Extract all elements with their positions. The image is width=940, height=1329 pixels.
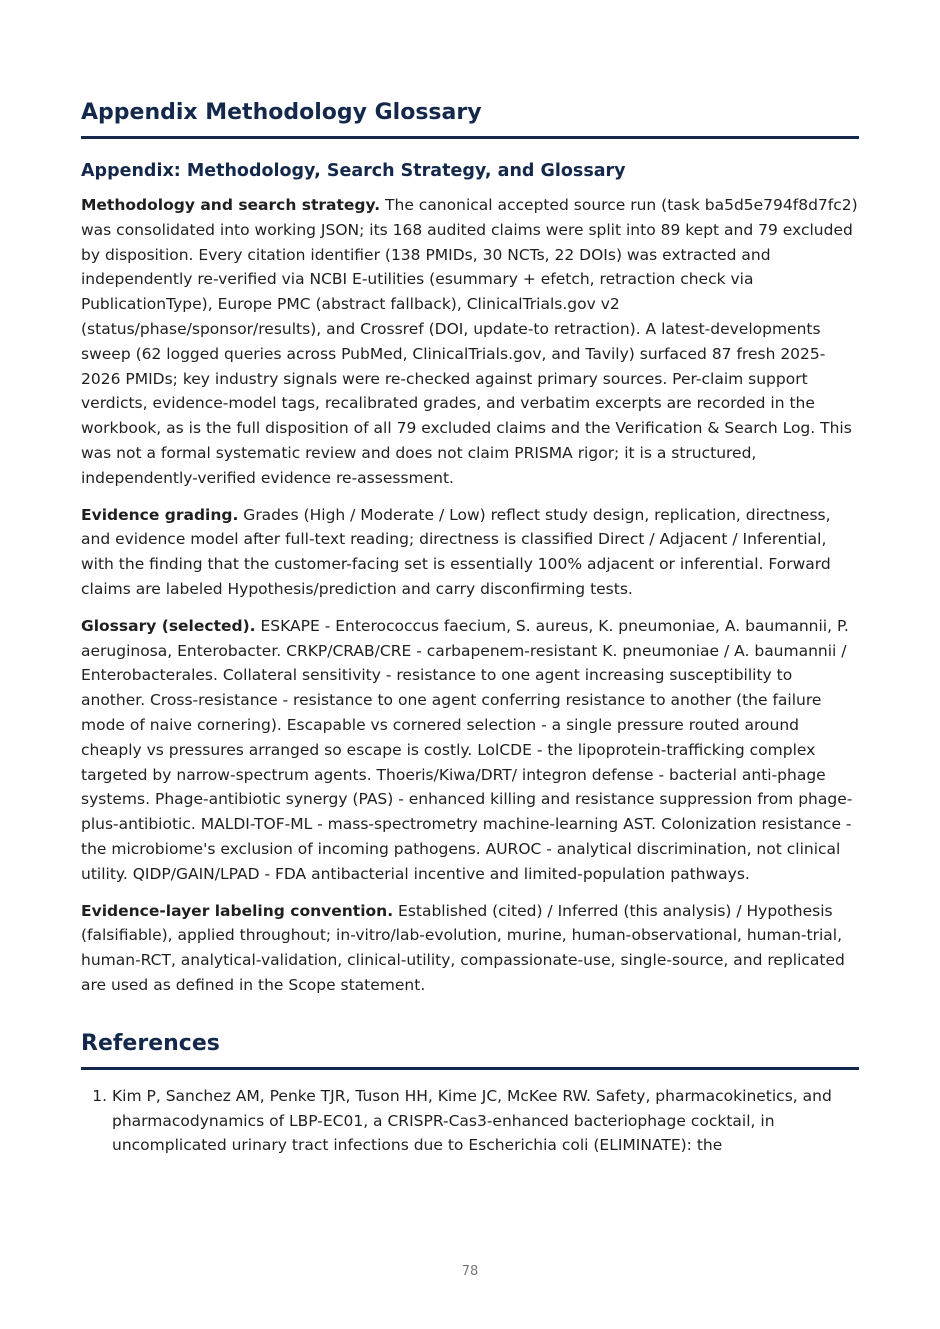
references-title: References [81, 1029, 859, 1070]
reference-list [81, 1084, 859, 1158]
paragraph-body: The canonical accepted source run (task ba5d5e794f8d7fc2) was consolidated into working JSON; its 168 audited claims were split into 89 kept and 79 excluded by disposition. Every citation identifier (138 PMIDs, 30 NCTs, 22 DOIs) was extracted and independently re-verified via NCBI E-utilities (esummary + efetch, retraction check via PublicationType), Europe PMC (abstract fallback), ClinicalTrials.gov v2 (status/phase/sponsor/results), and Crossref (DOI, update-to retraction). A latest-developments sweep (62 logged queries across PubMed, ClinicalTrials.gov, and Tavily) surfaced 87 fresh 2025-2026 PMIDs; key industry signals were re-checked against primary sources. Per-claim support verdicts, evidence-model tags, recalibrated grades, and verbatim excerpts are recorded in the workbook, as is the full disposition of all 79 excluded claims and the Verification & Search Log. This was not a formal systematic review and does not claim PRISMA rigor; it is a structured, independently-verified evidence re-assessment. [81, 196, 858, 487]
page-number: 78 [461, 1264, 479, 1279]
paragraph-methodology [81, 193, 859, 491]
paragraph-lead: Methodology and search strategy. [81, 196, 381, 214]
paragraph-lead: Glossary (selected). [81, 616, 256, 635]
paragraph-labeling-convention [81, 899, 859, 998]
page-title: Appendix Methodology Glossary [81, 98, 859, 139]
paragraph-evidence-grading [81, 503, 859, 602]
paragraph-lead: Evidence grading. [81, 505, 239, 524]
reference-item: 1. Kim P, Sanchez AM, Penke TJR, Tuson HH, Kime JC, McKee RW. Safety, pharmacokinetics, and pharmacodynamics of LBP-EC01, a CRISPR-Cas3-enhanced bacteriophage cocktail, in uncomplicated urinary tract infections due to Escherichia coli (ELIMINATE): the [112, 1084, 859, 1158]
paragraph-body: Grades (High / Moderate / Low) reflect study design, replication, directness, and evidence model after full-text reading; directness is classified Direct / Adjacent / Inferential, with the finding that the customer-facing set is essentially 100% adjacent or inferential. Forward claims are labeled Hypothesis/prediction and carry disconfirming tests. [81, 505, 831, 598]
document-page [81, 98, 859, 1158]
paragraph-body: Established (cited) / Inferred (this analysis) / Hypothesis (falsifiable), applied throughout; in-vitro/lab-evolution, murine, human-observational, human-trial, human-RCT, analytical-validation, clinical-utility, compassionate-use, single-source, and replicated are used as defined in the Scope statement. [81, 901, 845, 994]
appendix-heading: Appendix: Methodology, Search Strategy, and Glossary [81, 161, 626, 181]
paragraph-glossary [81, 614, 859, 887]
paragraph-body: ESKAPE - Enterococcus faecium, S. aureus, K. pneumoniae, A. baumannii, P. aeruginosa, Enterobacter. CRKP/CRAB/CRE - carbapenem-resistant K. pneumoniae / A. baumannii / Enterobacterales. Collateral sensitivity - resistance to one agent increasing susceptibility to another. Cross-resistance - resistance to one agent conferring resistance to another (the failure mode of naive cornering). Escapable vs cornered selection - a single pressure routed around cheaply vs pressures arranged so escape is costly. LolCDE - the lipoprotein-trafficking complex targeted by narrow-spectrum agents. Thoeris/Kiwa/DRT/ integron defense - bacterial anti-phage systems. Phage-antibiotic synergy (PAS) - enhanced killing and resistance suppression from phage-plus-antibiotic. MALDI-TOF-ML - mass-spectrometry machine-learning AST. Colonization resistance - the microbiome's exclusion of incoming pathogens. AUROC - analytical discrimination, not clinical utility. QIDP/GAIN/LPAD - FDA antibacterial incentive and limited-population pathways. [81, 616, 853, 883]
paragraph-lead: Evidence-layer labeling convention. [81, 901, 394, 920]
